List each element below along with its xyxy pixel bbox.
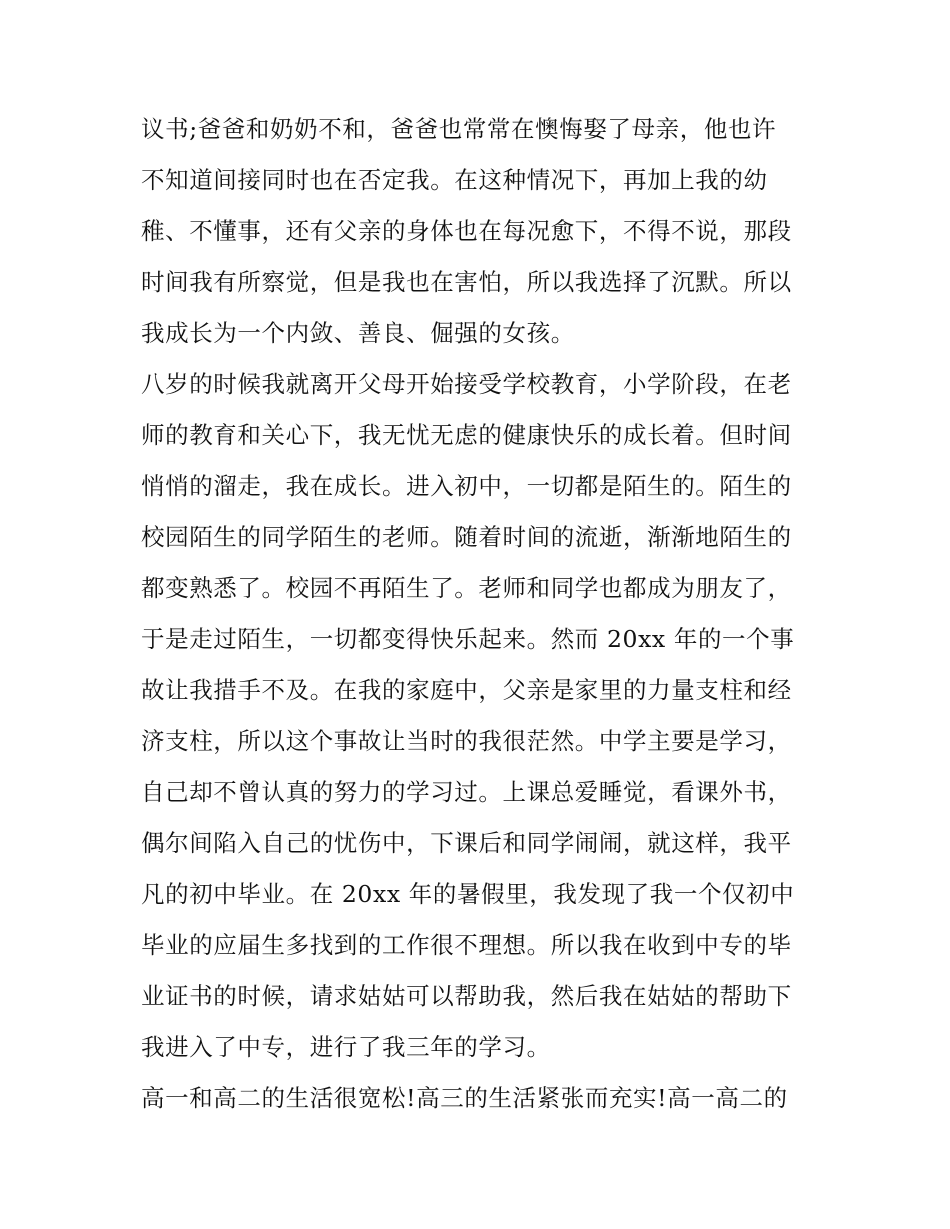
document-body [141, 104, 821, 1124]
text-line: 偶尔间陷入自己的忧伤中，下课后和同学闹闹，就这样，我平 [141, 829, 792, 857]
text-line: 时间我有所察觉，但是我也在害怕，所以我选择了沉默。所以 [141, 268, 792, 296]
text-line: 悄悄的溜走，我在成长。进入初中，一切都是陌生的。陌生的 [141, 472, 792, 500]
text-line: 于是走过陌生，一切都变得快乐起来。然而 20xx 年的一个事 [141, 625, 795, 653]
text-line: 不知道间接同时也在否定我。在这种情况下，再加上我的幼 [141, 166, 768, 194]
text-line: 自己却不曾认真的努力的学习过。上课总爱睡觉，看课外书， [141, 778, 792, 806]
text-line: 校园陌生的同学陌生的老师。随着时间的流逝，渐渐地陌生的 [141, 523, 792, 551]
paragraph-1 [141, 104, 821, 359]
text-line: 济支柱，所以这个事故让当时的我很茫然。中学主要是学习， [141, 727, 792, 755]
text-line: 八岁的时候我就离开父母开始接受学校教育，小学阶段，在老 [141, 370, 792, 398]
text-line: 故让我措手不及。在我的家庭中，父亲是家里的力量支柱和经 [141, 676, 792, 704]
text-line: 高一和高二的生活很宽松!高三的生活紧张而充实!高一高二的 [141, 1084, 788, 1112]
text-line: 凡的初中毕业。在 20xx 年的暑假里，我发现了我一个仅初中 [141, 880, 795, 908]
text-line: 我成长为一个内敛、善良、倔强的女孩。 [141, 319, 575, 347]
text-line: 毕业的应届生多找到的工作很不理想。所以我在收到中专的毕 [141, 931, 792, 959]
text-line: 我进入了中专，进行了我三年的学习。 [141, 1033, 551, 1061]
paragraph-2 [141, 359, 821, 1073]
text-line: 议书;爸爸和奶奶不和，爸爸也常常在懊悔娶了母亲，他也许 [141, 115, 777, 143]
text-line: 稚、不懂事，还有父亲的身体也在每况愈下，不得不说，那段 [141, 217, 792, 245]
text-line: 师的教育和关心下，我无忧无虑的健康快乐的成长着。但时间 [141, 421, 792, 449]
paragraph-3 [141, 1073, 821, 1124]
text-line: 业证书的时候，请求姑姑可以帮助我，然后我在姑姑的帮助下 [141, 982, 792, 1010]
text-line: 都变熟悉了。校园不再陌生了。老师和同学也都成为朋友了， [141, 574, 792, 602]
